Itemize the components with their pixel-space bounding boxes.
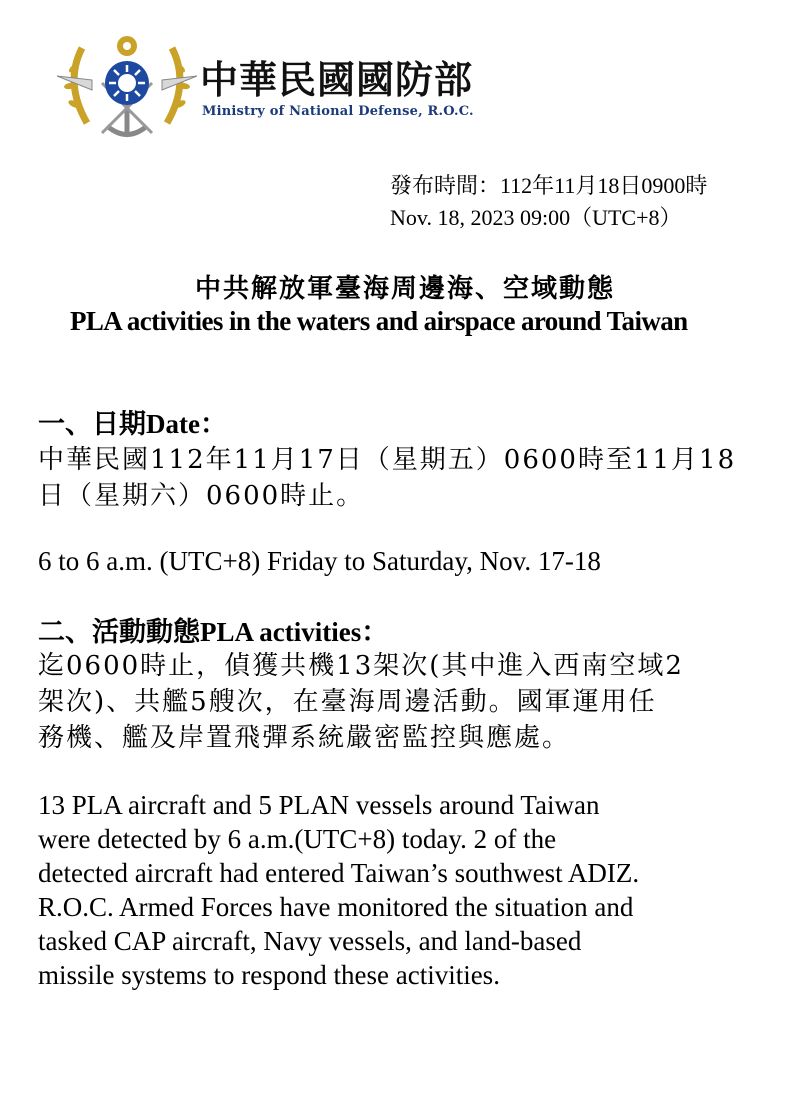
org-name-en: Ministry of National Defense, R.O.C. <box>202 104 474 119</box>
mnd-emblem-icon <box>52 28 202 148</box>
activities-zh-line: 務機、艦及岸置飛彈系統嚴密監控與應處。 <box>38 723 571 753</box>
activities-en-line: tasked CAP aircraft, Navy vessels, and land-based <box>38 926 582 956</box>
org-name-zh: 中華民國國防部 <box>200 58 474 102</box>
section-date-en: 6 to 6 a.m. (UTC+8) Friday to Saturday, Nov. 17-18 <box>38 546 601 576</box>
activities-en-line: R.O.C. Armed Forces have monitored the situation and <box>38 892 634 922</box>
section-date-zh <box>38 442 758 514</box>
section-activities-en <box>38 788 758 992</box>
activities-zh-line: 架次)、共艦5艘次，在臺海周邊活動。國軍運用任 <box>38 687 657 717</box>
release-time-zh: 發布時間：112年11月18日0900時 <box>390 173 708 198</box>
title-en: PLA activities in the waters and airspace around Taiwan <box>70 306 688 336</box>
release-time <box>390 170 707 234</box>
section-activities-heading: 二、活動動態PLA activities： <box>38 617 389 647</box>
activities-en-line: missile systems to respond these activities. <box>38 960 500 990</box>
activities-zh-line: 迄0600時止，偵獲共機13架次(其中進入西南空域2 <box>38 651 684 681</box>
activities-en-line: were detected by 6 a.m.(UTC+8) today. 2 of the <box>38 824 557 854</box>
section-activities-zh <box>38 648 758 756</box>
activities-en-line: detected aircraft had entered Taiwan’s southwest ADIZ. <box>38 858 640 888</box>
release-time-en: Nov. 18, 2023 09:00（UTC+8） <box>390 205 682 230</box>
activities-en-line: 13 PLA aircraft and 5 PLAN vessels around Taiwan <box>38 790 600 820</box>
section-date-heading: 一、日期Date： <box>38 409 227 439</box>
date-zh-line: 中華民國112年11月17日（星期五）0600時至11月18 <box>38 445 737 475</box>
date-zh-line: 日（星期六）0600時止。 <box>38 481 365 511</box>
title-zh: 中共解放軍臺海周邊海、空域動態 <box>194 274 615 304</box>
